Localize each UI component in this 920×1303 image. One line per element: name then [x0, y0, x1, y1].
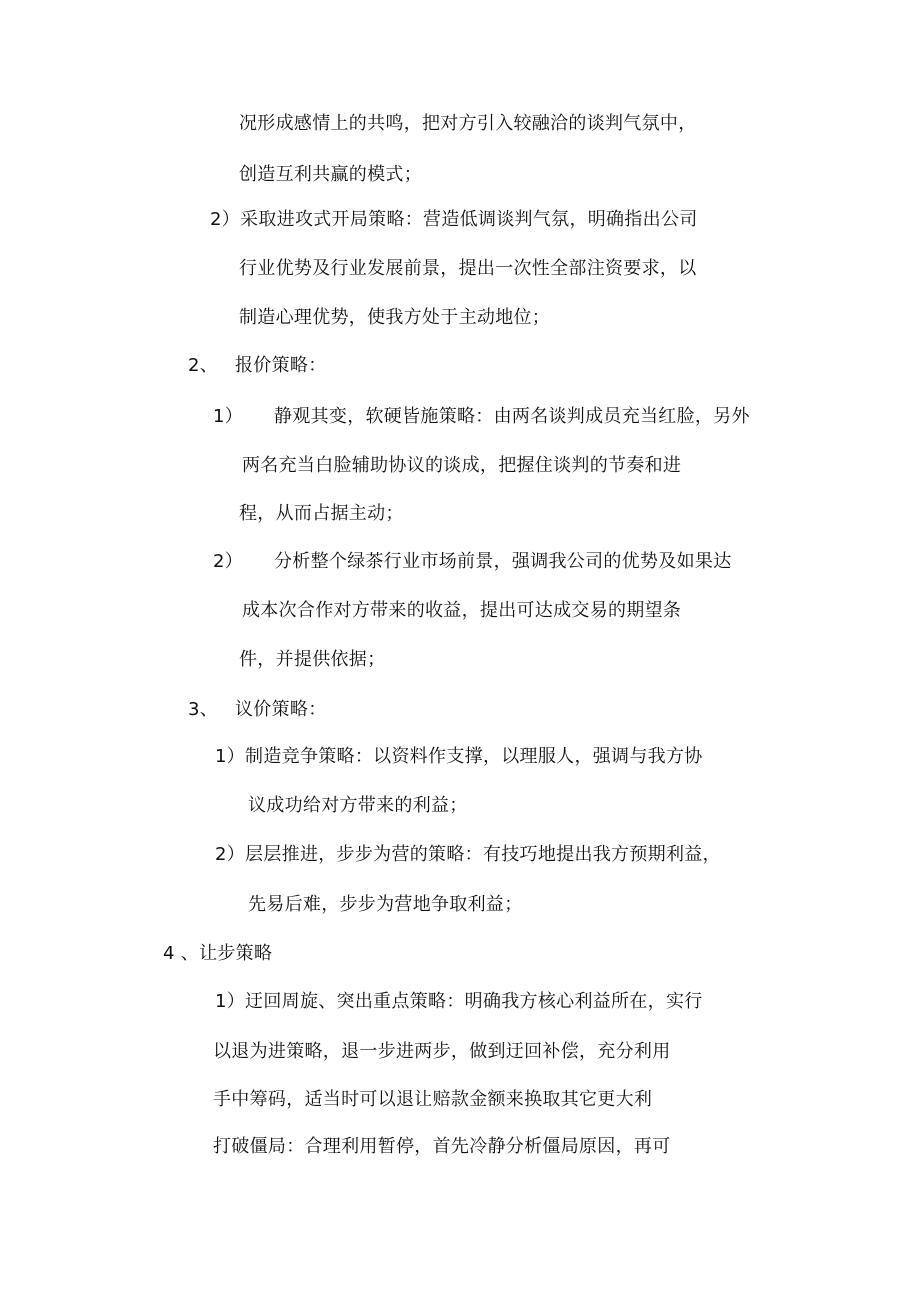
section-heading: 议价策略：: [235, 699, 327, 720]
item-number: 1）: [213, 406, 244, 427]
text-line: 成本次合作对方带来的收益，提出可达成交易的期望条: [242, 600, 682, 621]
section-heading: 4 、让步策略: [163, 943, 273, 964]
text-line: 件，并提供依据；: [239, 649, 386, 670]
text-line: 程，从而占据主动；: [239, 503, 404, 524]
text-line: 静观其变，软硬皆施策略：由两名谈判成员充当红脸，另外: [274, 406, 750, 427]
text-line: 2）采取进攻式开局策略：营造低调谈判气氛，明确指出公司: [210, 209, 698, 230]
text-line: 两名充当白脸辅助协议的谈成，把握住谈判的节奏和进: [242, 455, 682, 476]
text-line: 议成功给对方带来的利益；: [248, 795, 468, 816]
text-line: 创造互利共赢的模式；: [239, 164, 422, 185]
text-line: 打破僵局：合理利用暂停，首先冷静分析僵局原因，再可: [213, 1136, 671, 1157]
text-line: 分析整个绿茶行业市场前景，强调我公司的优势及如果达: [274, 551, 732, 572]
item-number: 2）: [213, 551, 244, 572]
text-line: 况形成感情上的共鸣，把对方引入较融洽的谈判气氛中，: [239, 113, 697, 134]
text-line: 以退为进策略，退一步进两步，做到迂回补偿，充分利用: [213, 1041, 671, 1062]
section-number: 3、: [188, 699, 219, 720]
text-line: 1）制造竞争策略：以资料作支撑，以理服人，强调与我方协: [215, 746, 703, 767]
text-line: 1）迂回周旋、突出重点策略：明确我方核心利益所在，实行: [215, 991, 703, 1012]
text-line: 制造心理优势，使我方处于主动地位；: [239, 307, 551, 328]
text-line: 2）层层推进，步步为营的策略：有技巧地提出我方预期利益，: [215, 844, 721, 865]
text-line: 先易后难，步步为营地争取利益；: [248, 894, 523, 915]
section-heading: 报价策略：: [235, 355, 327, 376]
text-line: 行业优势及行业发展前景，提出一次性全部注资要求，以: [239, 258, 697, 279]
section-number: 2、: [188, 355, 219, 376]
text-line: 手中筹码，适当时可以退让赔款金额来换取其它更大利: [213, 1089, 653, 1110]
